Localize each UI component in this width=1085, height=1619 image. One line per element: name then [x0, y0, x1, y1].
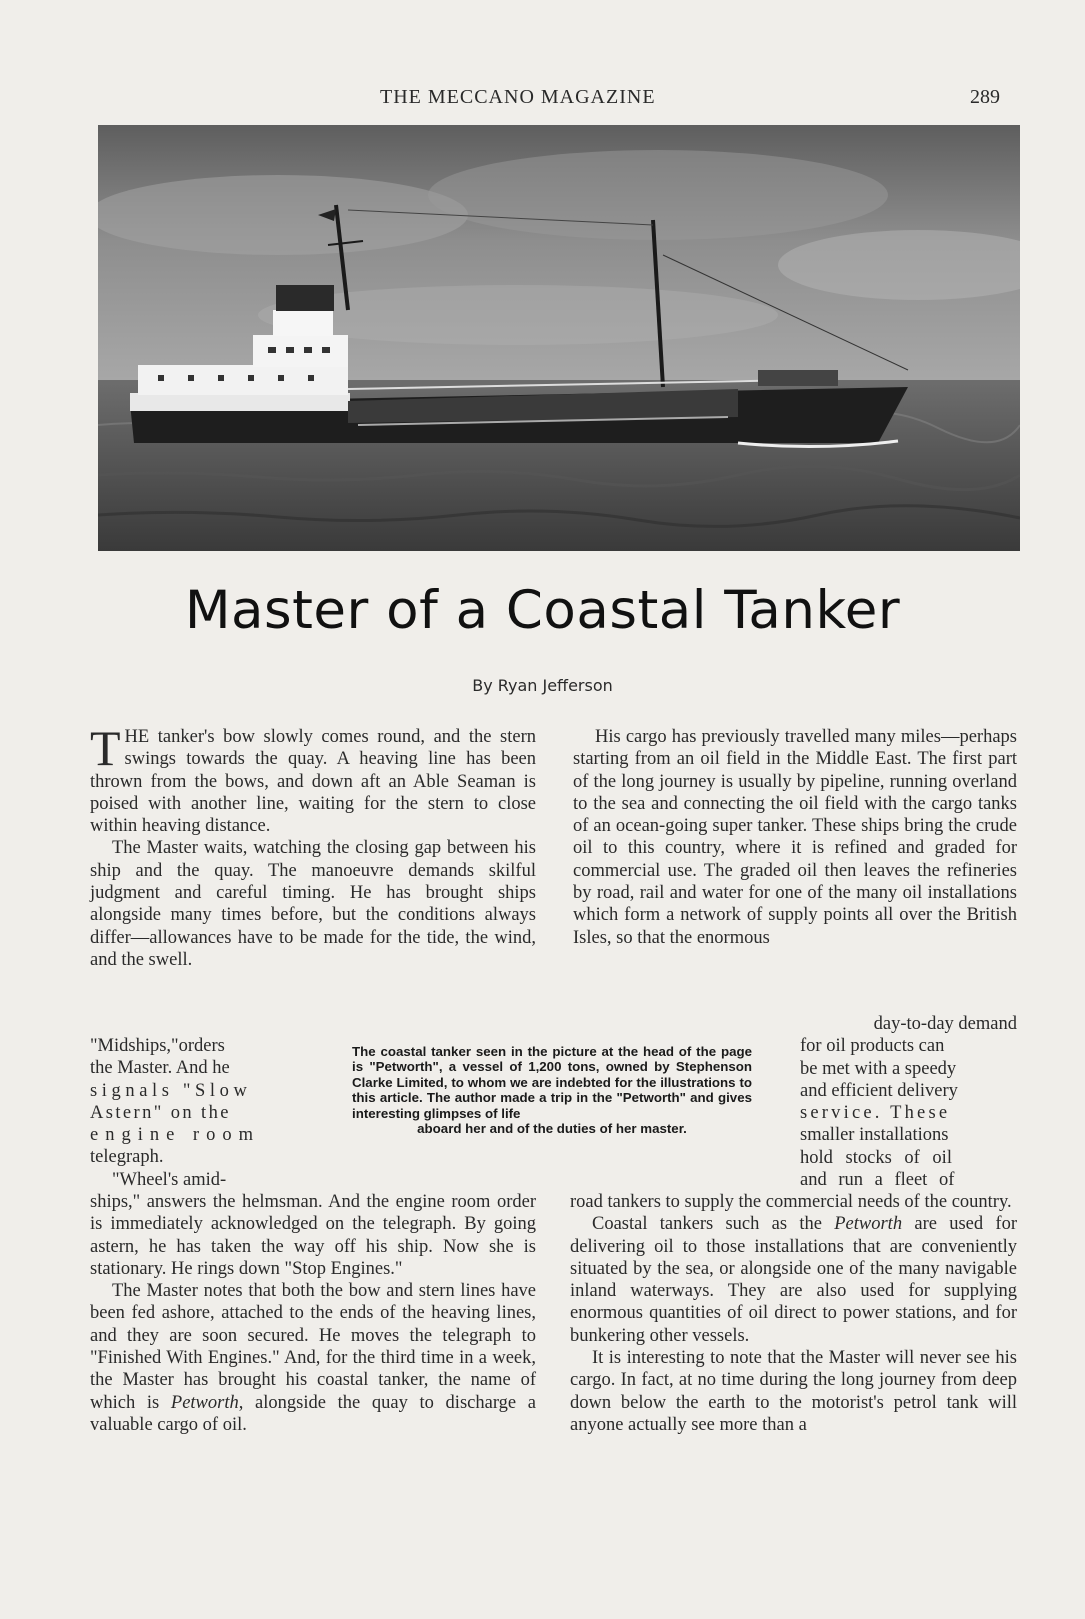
text-line: day-to-day demand: [873, 1014, 1017, 1034]
paragraph: [90, 1280, 536, 1436]
text-line: telegraph.: [90, 1147, 164, 1168]
paragraph: His cargo has previously travelled many miles—perhaps starting from an oil field in the Middle East. The first part of the long journey is usually by pipeline, running overland to the sea and connecting the oil field with the cargo tanks of an ocean-going super tanker. These ships bring the crude oil to this country, where it is refined and graded for commercial use. The graded oil then leaves the refineries by road, rail and water for one of the many oil installations which form a network of supply points all over the British Isles, so that the enormous: [573, 727, 1017, 948]
article-title: Master of a Coastal Tanker: [184, 580, 901, 641]
paragraph-text: The Master notes that both the bow and stern lines have been fed ashore, attached to the ends of the heaving lines, and they are soon secured. He moves the telegraph to "Finished With Engines." And, for the third time in a week, the Master has brought his coastal tanker, the name of which is: [90, 1281, 536, 1413]
paragraph-text: Coastal tankers such as the: [592, 1214, 822, 1235]
paragraph: road tankers to supply the commercial needs of the country.: [570, 1192, 1012, 1212]
ship-name: Petworth: [170, 1392, 239, 1413]
right-column-upper: [573, 726, 1017, 949]
text-line: smaller installations: [800, 1125, 949, 1146]
paragraph: ships," answers the helmsman. And the engine room order is immediately acknowledged on the telegraph. By going astern, he has taken the way off his ship. Now she is stationary. He rings down "Stop Engines.": [90, 1192, 536, 1279]
text-line: service. These: [800, 1103, 951, 1124]
photo-caption: [352, 1044, 752, 1136]
paragraph-text: HE tanker's bow slowly comes round, and the stern swings towards the quay. A heaving line has been thrown from the bows, and down aft an Able Seaman is poised with another line, waiting for the stern to close within heaving distance.: [90, 727, 536, 837]
paragraph: The Master waits, watching the closing gap between his ship and the quay. The manoeuvre demands skilful judgment and careful timing. He has brought ships alongside many times before, but the conditions always differ—allowances have to be made for the tide, the wind, and the swell.: [90, 838, 536, 970]
text-line: Astern" on the: [90, 1102, 231, 1123]
tanker-photo: [98, 125, 1020, 551]
page-header: [0, 86, 1085, 114]
text-line: engine room: [90, 1125, 260, 1146]
text-line: be met with a speedy: [800, 1058, 957, 1079]
text-line: for oil products can: [800, 1036, 945, 1057]
paragraph: [570, 1213, 1017, 1347]
left-column-narrow: [90, 1035, 304, 1191]
text-line: and run a fleet of: [800, 1170, 955, 1191]
drop-cap: T: [90, 720, 121, 776]
right-column-narrow: [800, 1013, 1017, 1191]
text-line: hold stocks of oil: [800, 1147, 952, 1168]
text-line: the Master. And he: [90, 1058, 230, 1079]
left-column-lower: [90, 1191, 536, 1436]
left-column-upper: [90, 720, 536, 971]
page-number: 289: [970, 86, 1000, 108]
paragraph-text: , alongside the quay to discharge a valuable cargo of oil.: [90, 1392, 536, 1435]
right-column-lower: [570, 1191, 1017, 1436]
text-line: and efficient delivery: [800, 1080, 958, 1101]
ship-name: Petworth: [834, 1214, 903, 1235]
paragraph: [90, 720, 536, 837]
article-byline: By Ryan Jefferson: [472, 676, 613, 695]
magazine-title: THE MECCANO MAGAZINE: [380, 86, 656, 108]
text-line: "Wheel's amid-: [112, 1169, 227, 1190]
text-line: signals "Slow: [90, 1080, 252, 1101]
caption-last-line: aboard her and of the duties of her master.: [417, 1121, 687, 1137]
paragraph-text: are used for delivering oil to those installations that are conveniently situated by the sea, or alongside one of the many navigable inland waterways. They are also used for supplying enormous quantities of oil direct to power stations, and for bunkering other vessels.: [570, 1214, 1017, 1346]
text-line: "Midships,"orders: [90, 1036, 225, 1056]
caption-text: The coastal tanker seen in the picture at the head of the page is "Petworth", a vessel of 1,200 tons, owned by Stephenson Clarke Limited, to whom we are indebted for the illustrations to this article. The author made a trip in the "Petworth" and gives interesting glimpses of life: [352, 1044, 752, 1121]
paragraph: It is interesting to note that the Master will never see his cargo. In fact, at no time during the long journey from deep down below the earth to the motorist's petrol tank will anyone actually see more than a: [570, 1348, 1017, 1435]
